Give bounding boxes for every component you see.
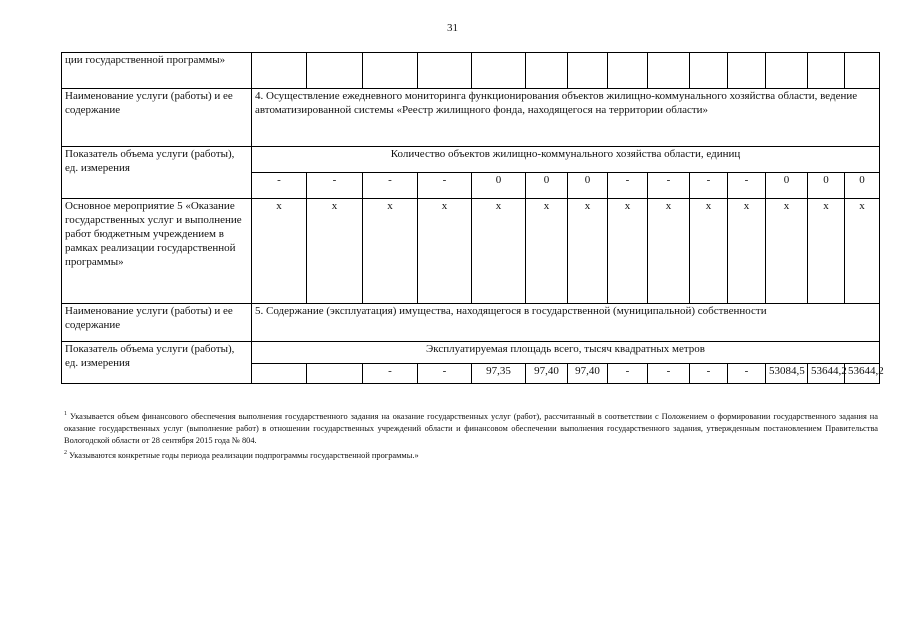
indicator-description: Эксплуатируемая площадь всего, тысяч квадратных метров [252, 342, 880, 364]
footnote-1-text: Указывается объем финансового обеспечения выполнения государственного задания на оказание государственных услуг (работ), рассчитанный в соответствии с Положением о формировании государственного задания на оказание государственных услуг (выполнение работ) в отношении государственных учреждений области и финансовом обеспечении выполнения государственного задания, утвержденным постановлением Правительства Вологодской области от 28 сентября 2015 года № 804. [64, 411, 878, 445]
value-cell: x [252, 199, 307, 304]
indicator-description: Количество объектов жилищно-коммунального хозяйства области, единиц [252, 147, 880, 173]
value-cell: 97,40 [568, 364, 608, 384]
data-table [61, 52, 884, 384]
table-row-service4 [62, 89, 880, 147]
empty-cell [363, 53, 418, 89]
empty-cell [845, 53, 880, 89]
row-label: ции государственной программы» [62, 53, 252, 89]
value-cell: 0 [568, 173, 608, 199]
value-cell: - [363, 173, 418, 199]
value-cell: x [608, 199, 648, 304]
footnote-2-text: Указываются конкретные годы периода реализации подпрограммы государственной программы.» [69, 450, 419, 460]
row-label: Показатель объема услуги (работы), ед. измерения [62, 147, 252, 199]
table-row-measure5 [62, 199, 880, 304]
value-cell: x [526, 199, 568, 304]
value-cell: - [728, 364, 766, 384]
value-cell: x [363, 199, 418, 304]
value-cell: - [418, 173, 472, 199]
footnote-1-mark: 1 [64, 411, 67, 417]
row-label: Наименование услуги (работы) и ее содержание [62, 304, 252, 342]
value-cell: x [766, 199, 808, 304]
table-row-indicator5 [62, 342, 880, 364]
page-number: 31 [447, 22, 458, 34]
empty-cell [690, 53, 728, 89]
service-description: 5. Содержание (эксплуатация) имущества, находящегося в государственной (муниципальной) собственности [252, 304, 880, 342]
value-cell: 0 [526, 173, 568, 199]
empty-cell [418, 53, 472, 89]
value-cell: 97,35 [472, 364, 526, 384]
footnote-1 [64, 408, 878, 447]
value-cell: x [690, 199, 728, 304]
value-cell: - [418, 364, 472, 384]
value-cell: x [418, 199, 472, 304]
value-cell: - [728, 173, 766, 199]
value-cell: x [568, 199, 608, 304]
row-label: Основное мероприятие 5 «Оказание государственных услуг и выполнение работ бюджетным учреждением в рамках реализации государственной программы» [62, 199, 252, 304]
value-cell: - [608, 364, 648, 384]
value-cell: x [728, 199, 766, 304]
empty-cell [568, 53, 608, 89]
value-cell [252, 364, 307, 384]
table-row-service5 [62, 304, 880, 342]
empty-cell [252, 53, 307, 89]
empty-cell [808, 53, 845, 89]
value-cell: x [648, 199, 690, 304]
value-cell: 53084,5 [766, 364, 808, 384]
table-row-continuation [62, 53, 880, 89]
empty-cell [766, 53, 808, 89]
empty-cell [526, 53, 568, 89]
value-cell: x [808, 199, 845, 304]
footnotes [64, 408, 878, 462]
footnote-2-mark: 2 [64, 449, 67, 456]
empty-cell [648, 53, 690, 89]
value-cell: 53644,2 [845, 364, 880, 384]
value-cell: - [252, 173, 307, 199]
footnote-2 [64, 447, 878, 462]
service-description: 4. Осуществление ежедневного мониторинга функционирования объектов жилищно-коммунального хозяйства области, ведение автоматизированной системы «Реестр жилищного фонда, находящегося на территории области» [252, 89, 880, 147]
value-cell: 53644,2 [808, 364, 845, 384]
value-cell: 0 [766, 173, 808, 199]
value-cell: - [648, 364, 690, 384]
value-cell: x [845, 199, 880, 304]
value-cell: 97,40 [526, 364, 568, 384]
empty-cell [307, 53, 363, 89]
value-cell: - [690, 364, 728, 384]
value-cell: - [363, 364, 418, 384]
value-cell [307, 364, 363, 384]
row-label: Показатель объема услуги (работы), ед. измерения [62, 342, 252, 384]
value-cell: - [608, 173, 648, 199]
table-row-indicator4 [62, 147, 880, 173]
value-cell: - [307, 173, 363, 199]
value-cell: 0 [845, 173, 880, 199]
value-cell: - [690, 173, 728, 199]
value-cell: x [307, 199, 363, 304]
value-cell: 0 [472, 173, 526, 199]
value-cell: x [472, 199, 526, 304]
empty-cell [472, 53, 526, 89]
empty-cell [608, 53, 648, 89]
value-cell: 0 [808, 173, 845, 199]
value-cell: - [648, 173, 690, 199]
row-label: Наименование услуги (работы) и ее содержание [62, 89, 252, 147]
empty-cell [728, 53, 766, 89]
